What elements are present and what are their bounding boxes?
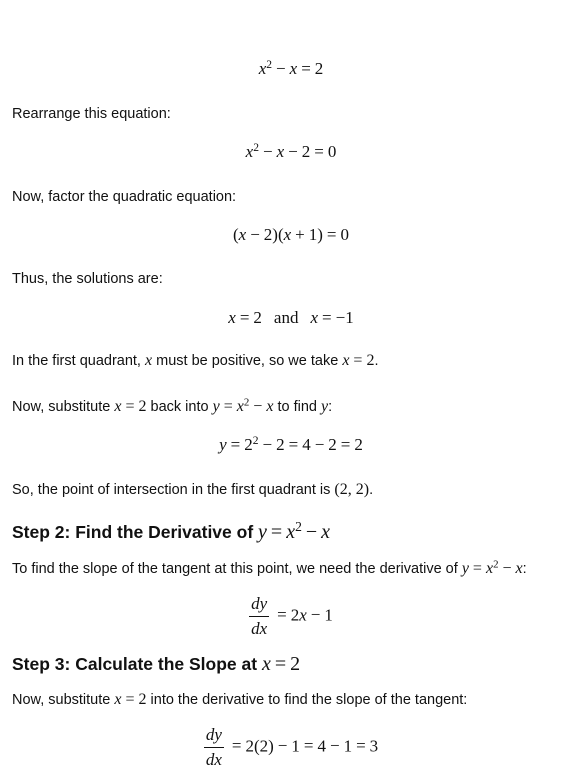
equation-1: $x^2 - x = 2$	[258, 58, 324, 78]
equation-7: $\frac{dy}{dx}$ = 2(2) − 1 = 4 − 1 = 3	[205, 725, 379, 769]
text-substitute-derivative: Now, substitute x = 2 into the derivative to find the slope of the tangent:	[12, 691, 468, 708]
step-3-heading: Step 3: Calculate the Slope at x = 2	[12, 653, 301, 675]
text-rearrange: Rearrange this equation:	[12, 106, 171, 122]
text-solutions: Thus, the solutions are:	[12, 271, 163, 287]
equation-3: (x − 2)(x + 1) = 0	[232, 225, 350, 244]
text-factor: Now, factor the quadratic equation:	[12, 189, 237, 205]
text-substitute: Now, substitute x = 2 back into $y = x^2 - x$ to find y:	[12, 396, 333, 415]
equation-2: $x^2 - x - 2 = 0$	[245, 141, 337, 161]
equation-6: $\frac{dy}{dx}$ = 2x − 1	[251, 594, 333, 638]
text-first-quadrant: In the first quadrant, x must be positive, so we take x = 2.	[12, 352, 379, 369]
text-point: So, the point of intersection in the first quadrant is (2, 2).	[12, 481, 374, 498]
equation-4: x = 2 and x = −1	[228, 308, 354, 327]
text-slope: To find the slope of the tangent at this point, we need the derivative of $y = x^2 - x$:	[12, 558, 527, 577]
step-2-heading: Step 2: Find the Derivative of $y = x^2 - x$	[12, 519, 331, 543]
equation-5: $y = 2^2 - 2 = 4 - 2 = 2$	[219, 434, 363, 454]
